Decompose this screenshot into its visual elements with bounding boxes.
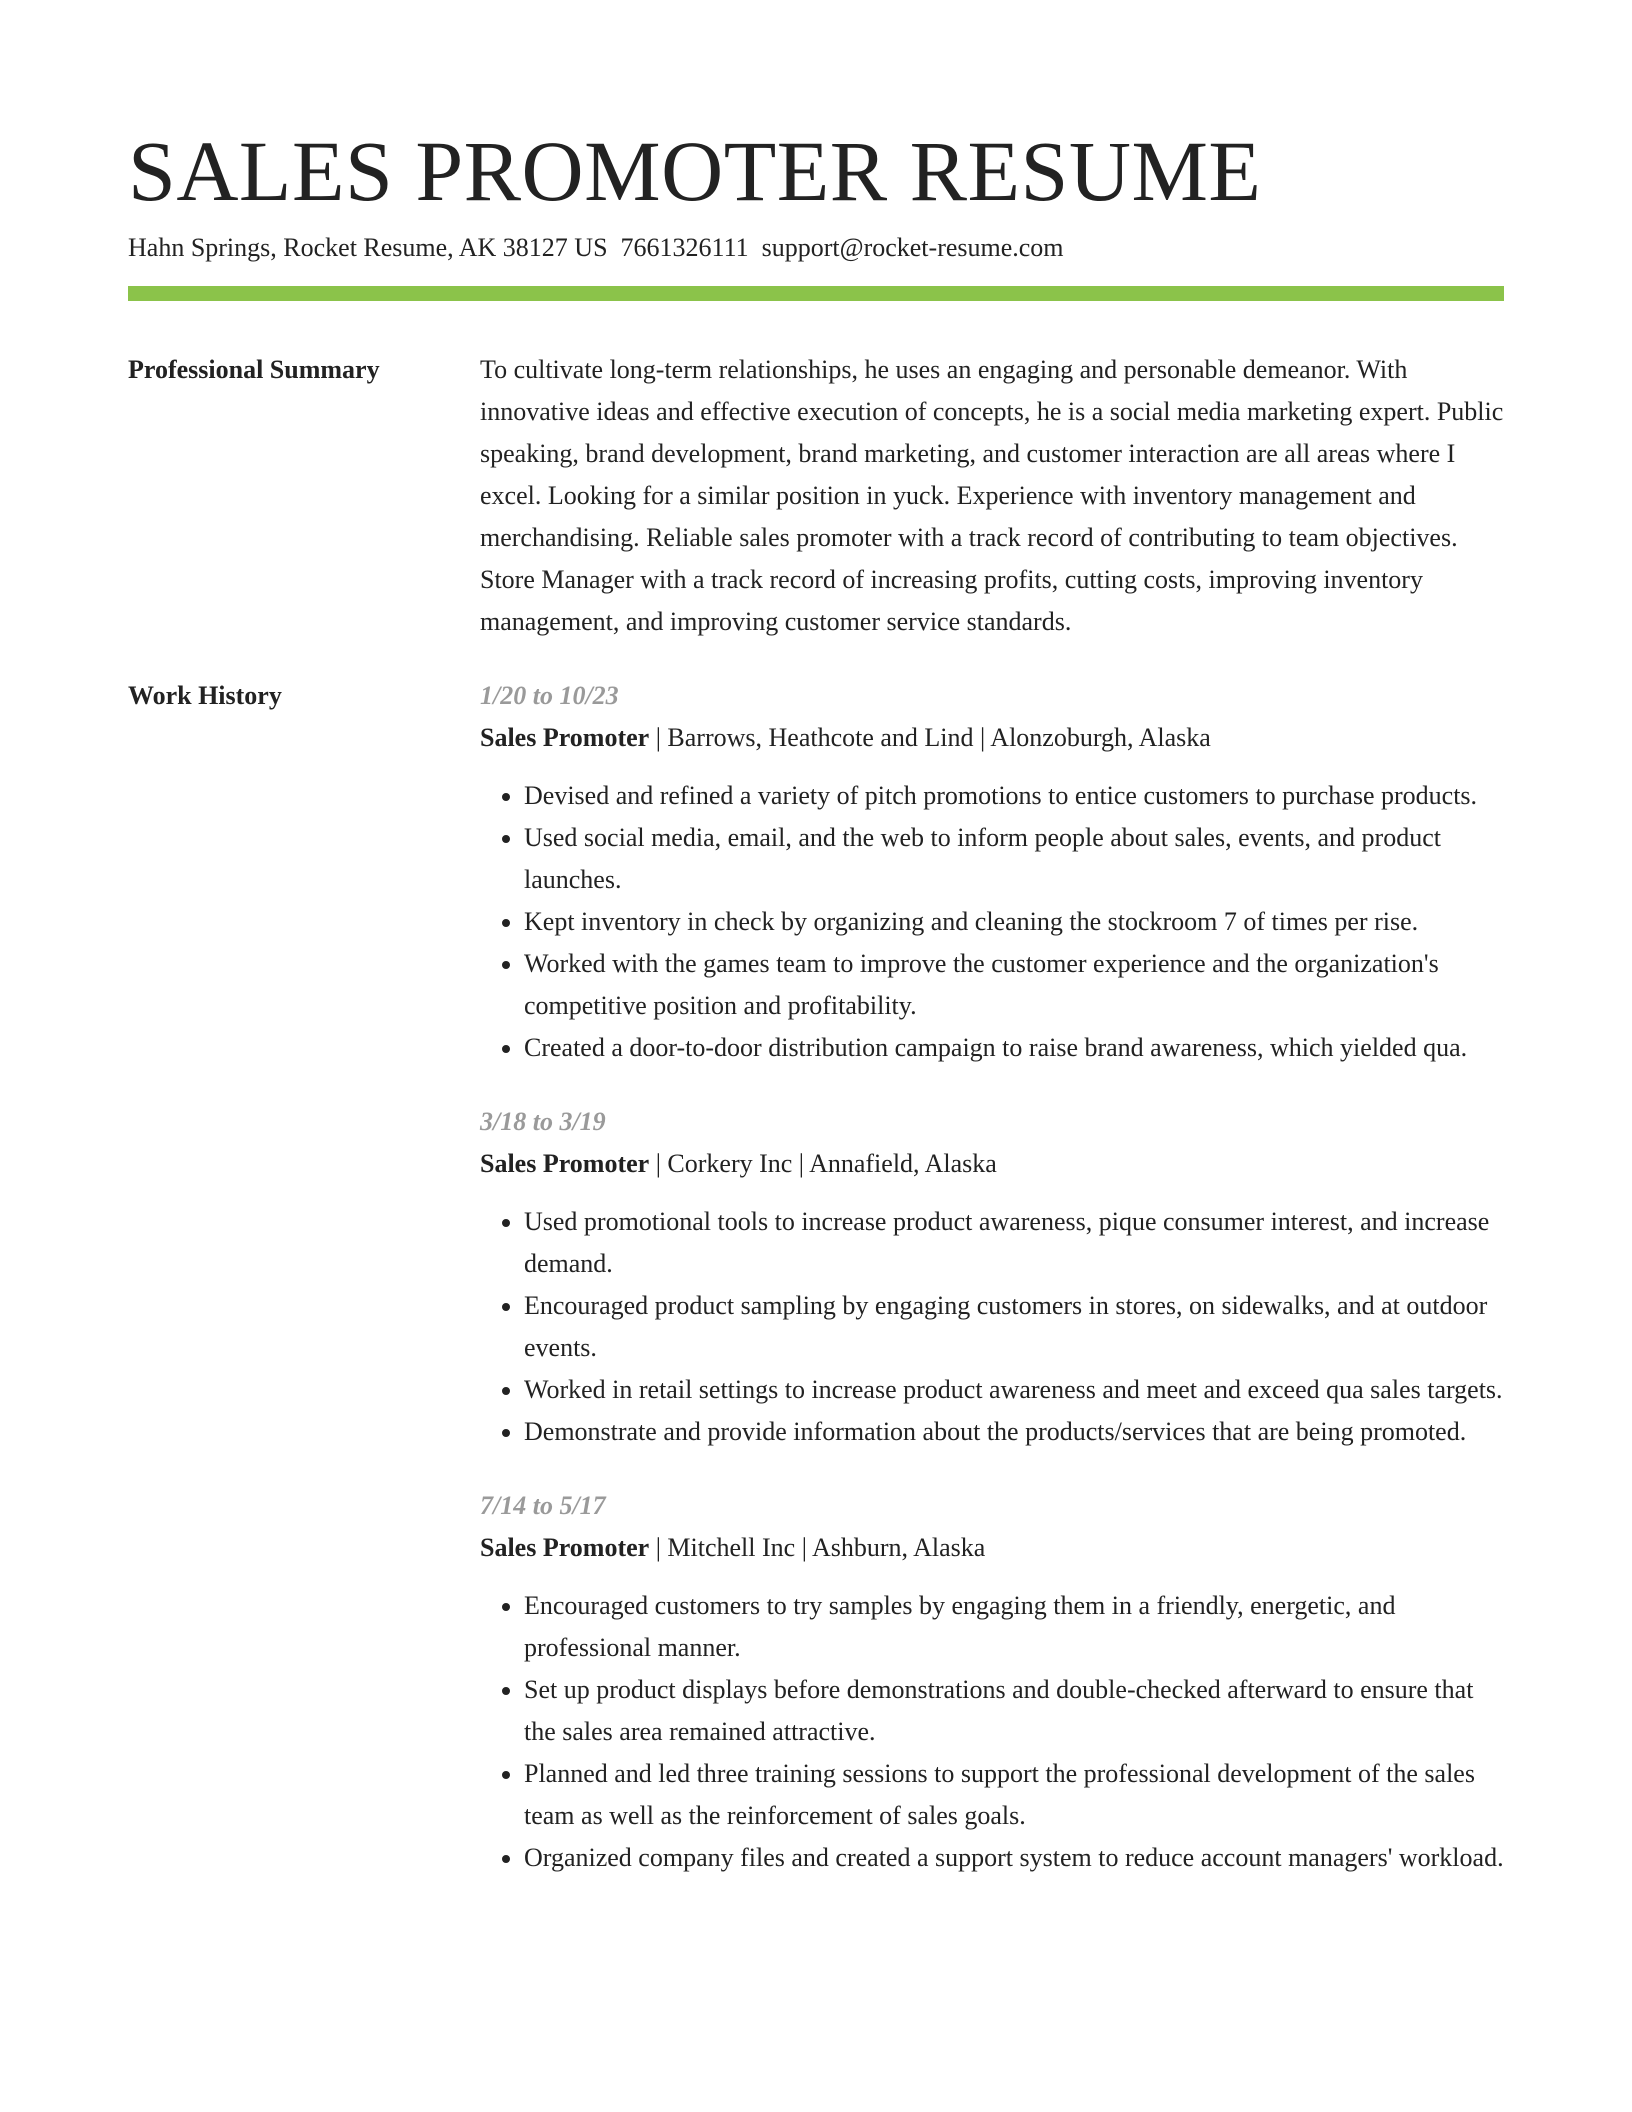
summary-text: To cultivate long-term relationships, he uses an engaging and personable demeanor. With innovative ideas and effective execution of concepts, he is a social media marketing expert. Public speaking, brand development, brand marketing, and customer interaction are all areas where I excel. Looking for a similar position in yuck. Experience with inventory management and merchandising. Reliable sales promoter with a track record of contributing to team objectives. Store Manager with a track record of increasing profits, cutting costs, improving inventory management, and improving customer service standards.	[480, 355, 1504, 636]
job-bullet-list	[480, 1585, 1504, 1879]
job-bullet: • Kept inventory in check by organizing and cleaning the stockroom 7 of times per rise.	[524, 901, 1504, 943]
job-bullet: • Created a door-to-door distribution campaign to raise brand awareness, which yielded qua.	[524, 1027, 1504, 1069]
job-bullet: • Planned and led three training sessions to support the professional development of the sales team as well as the reinforcement of sales goals.	[524, 1753, 1504, 1837]
work-history-heading: Work History	[128, 681, 282, 710]
job-list	[480, 675, 1504, 1879]
job-title: Sales Promoter	[480, 723, 650, 752]
job-heading	[480, 717, 1504, 759]
contact-address: Hahn Springs, Rocket Resume, AK 38127 US	[128, 233, 608, 262]
job-bullet: • Worked with the games team to improve the customer experience and the organization's competitive position and profitability.	[524, 943, 1504, 1027]
job-heading	[480, 1143, 1504, 1185]
page-title: SALES PROMOTER RESUME	[128, 123, 1262, 219]
job-title: Sales Promoter	[480, 1533, 650, 1562]
job-dates: 7/14 to 5/17	[480, 1491, 606, 1520]
contact-phone: 7661326111	[620, 233, 749, 262]
job-bullet: • Demonstrate and provide information about the products/services that are being promoted.	[524, 1411, 1504, 1453]
job-entry	[480, 675, 1504, 1069]
job-bullet-list	[480, 775, 1504, 1069]
job-bullet: • Used promotional tools to increase product awareness, pique consumer interest, and increase demand.	[524, 1201, 1504, 1285]
job-entry	[480, 1101, 1504, 1453]
summary-heading: Professional Summary	[128, 355, 380, 384]
job-bullet: • Encouraged product sampling by engaging customers in stores, on sidewalks, and at outdoor events.	[524, 1285, 1504, 1369]
job-details: | Corkery Inc | Annafield, Alaska	[649, 1149, 997, 1178]
resume-content	[128, 349, 1504, 1879]
contact-line	[128, 230, 1064, 266]
work-history-section	[128, 675, 1504, 1879]
job-title: Sales Promoter	[480, 1149, 650, 1178]
job-bullet: • Worked in retail settings to increase product awareness and meet and exceed qua sales targets.	[524, 1369, 1504, 1411]
job-dates: 3/18 to 3/19	[480, 1107, 606, 1136]
job-bullet: • Used social media, email, and the web to inform people about sales, events, and product launches.	[524, 817, 1504, 901]
job-entry	[480, 1485, 1504, 1879]
job-bullet: • Set up product displays before demonstrations and double-checked afterward to ensure that the sales area remained attractive.	[524, 1669, 1504, 1753]
summary-section	[128, 349, 1504, 643]
accent-divider	[128, 286, 1504, 301]
job-heading	[480, 1527, 1504, 1569]
job-details: | Barrows, Heathcote and Lind | Alonzoburgh, Alaska	[649, 723, 1211, 752]
job-dates: 1/20 to 10/23	[480, 681, 619, 710]
job-bullet: • Organized company files and created a support system to reduce account managers' workload.	[524, 1837, 1504, 1879]
job-details: | Mitchell Inc | Ashburn, Alaska	[649, 1533, 986, 1562]
job-bullet-list	[480, 1201, 1504, 1453]
contact-email: support@rocket-resume.com	[761, 233, 1064, 262]
job-bullet: • Encouraged customers to try samples by engaging them in a friendly, energetic, and professional manner.	[524, 1585, 1504, 1669]
job-bullet: • Devised and refined a variety of pitch promotions to entice customers to purchase products.	[524, 775, 1504, 817]
